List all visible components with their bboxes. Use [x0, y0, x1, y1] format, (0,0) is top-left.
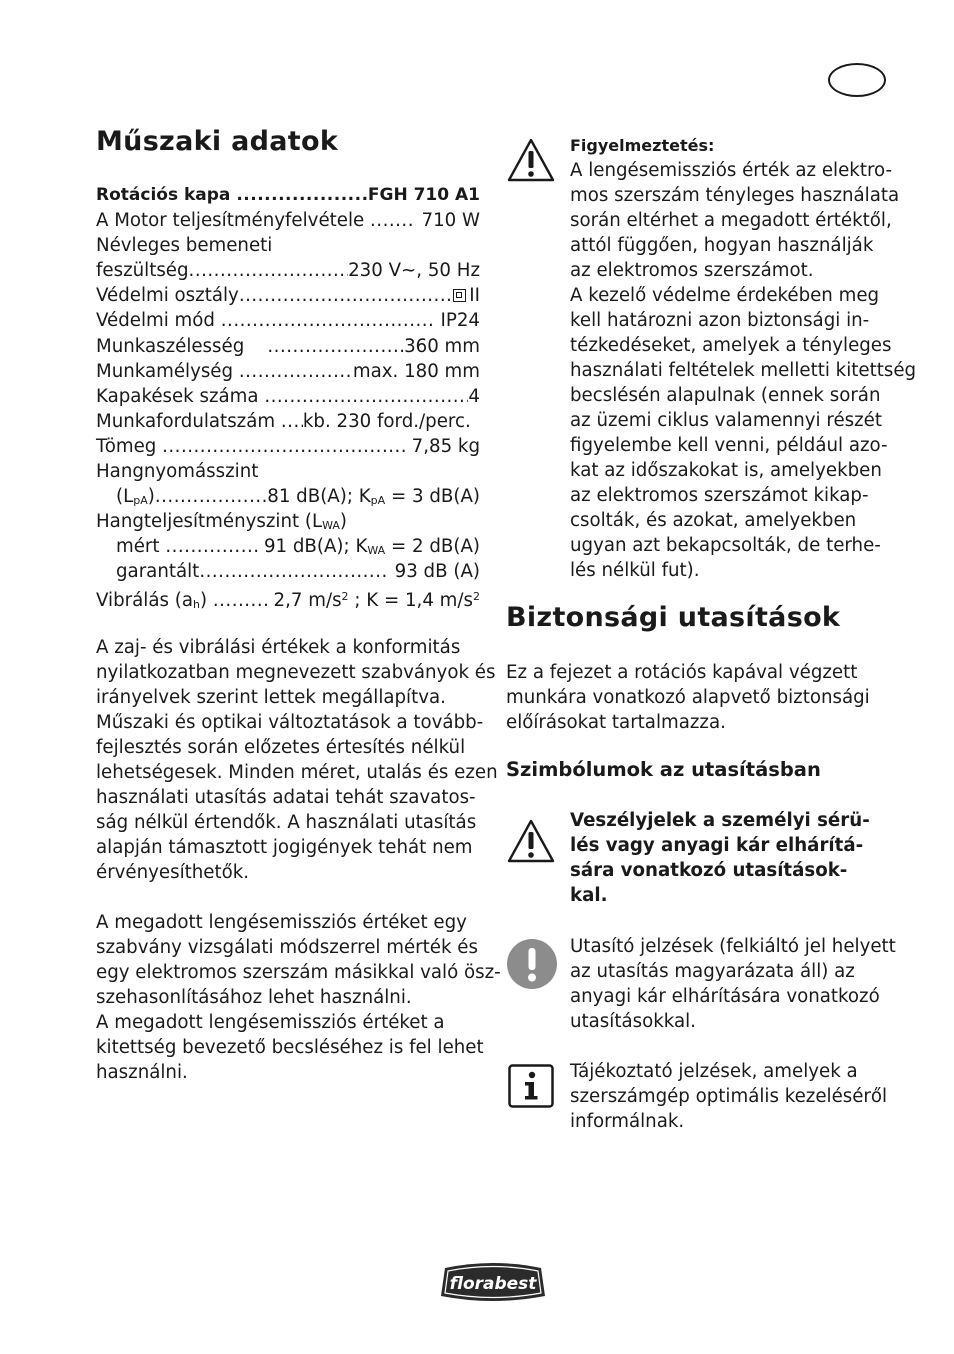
instruction-exclamation-icon [506, 938, 558, 990]
spec-power-level-label: Hangteljesítményszint $(L_{WA})$ [96, 511, 348, 532]
conformity-paragraph: A zaj- és vibrálási értékek a konformitás nyilatkozatban megnevezett szabványok és irányelvek szerint lettek megállapítva. Műszaki és optikai változtatások a tovább- fejlesztés során előzetes értesítés nélkül lehetségesek. Minden méret, utalás és ezen használati utasítás adatai tehát szavatos- ság nélkül értendők. A használati utasítás alapján támasztott jogigények tehát nem érvényesíthetők. [96, 637, 498, 883]
spec-blades: Kapakések száma ..... 4 [96, 384, 480, 409]
spec-width: Munkaszélesség ..... 360 mm [96, 334, 480, 359]
spec-weight: Tömeg ..... 7,85 kg [96, 434, 480, 459]
spec-protection-class: Védelmi osztály ..... II [96, 283, 480, 308]
svg-text:florabest: florabest [449, 1274, 537, 1294]
warning-triangle-icon [506, 137, 556, 183]
spec-pressure-label: Hangnyomásszint [96, 461, 259, 482]
protection-class-icon [453, 289, 466, 302]
spec-vibration: Vibrálás $(a_h)$ ..... 2,7 $m/s^2$ ; K = 1,4 $m/s^2$ [96, 584, 480, 609]
symbols-title: Szimbólumok az utasításban [506, 758, 821, 781]
safety-intro: Ez a fejezet a rotációs kapával végzett munkára vonatkozó alapvető biztonsági előírásokat tartalmazza. [506, 662, 870, 733]
spec-protection-mode: Védelmi mód ..... IP24 [96, 308, 480, 333]
safety-title: Biztonsági utasítások [506, 602, 841, 633]
spec-model: Rotációs kapa ..... FGH 710 A1 [96, 183, 480, 208]
florabest-logo [437, 1260, 549, 1304]
danger-triangle-icon [506, 818, 556, 864]
info-icon [508, 1064, 554, 1108]
spec-voltage-label: Névleges bemeneti [96, 235, 273, 256]
spec-speed: Munkafordulatszám ..... kb. 230 ford./perc. [96, 409, 480, 434]
warning-block: Figyelmeztetés: A lengésemissziós érték az elektro- mos szerszám tényleges használata során eltérhet a megadott értéktől, attól függően, hogyan használják az elektromos szerszámot. A kezelő védelme érdekében meg kell határozni azon biztonsági in- tézkedéseket, amelyek a tényleges használati feltételek melletti kitettség becslésén alapulnak (ennek során az üzemi ciklus valamennyi részét figyelembe kell venni, például azo- kat az időszakokat is, amelyekben az elektromos szerszámot kikap- csolták, és azokat, amelyekben ugyan azt bekapcsolták, de terhe- lés nélkül fut). [570, 133, 916, 583]
spec-guaranteed: garantált ..... 93 dB (A) [116, 559, 480, 584]
spec-depth: Munkamélység ..... max. 180 mm [96, 359, 480, 384]
vibration-paragraph: A megadott lengésemissziós értéket egy szabvány vizsgálati módszerrel mérték és egy elektromos szerszám másikkal való ösz- szehasonlításához lehet használni. A megadott lengésemissziós értéket a kitettség bevezető becsléséhez is fel lehet használni. [96, 912, 501, 1083]
info-text: Tájékoztató jelzések, amelyek a szerszámgép optimális kezeléséről informálnak. [570, 1061, 888, 1132]
spec-pressure: $(L_{pA})$ ..... 81 dB(A); $K_{pA} = 3$ dB(A) [116, 484, 480, 509]
spec-voltage: feszültség ..... 230 V~, 50 Hz [96, 258, 480, 283]
spec-measured: mért ..... 91 dB(A); $K_{WA} = 2$ dB(A) [116, 534, 480, 559]
instruction-text: Utasító jelzések (felkiáltó jel helyett az utasítás magyarázata áll) az anyagi kár elhárítására vonatkozó utasításokkal. [570, 936, 896, 1032]
tech-data-title: Műszaki adatok [96, 126, 339, 157]
language-badge [828, 63, 886, 97]
spec-power: A Motor teljesítményfelvétele ..... 710 W [96, 208, 480, 233]
warning-title: Figyelmeztetés: [570, 136, 715, 155]
danger-text: Veszélyjelek a személyi sérü- lés vagy anyagi kár elhárítá- sára vonatkozó utasítások- kal. [570, 810, 870, 906]
